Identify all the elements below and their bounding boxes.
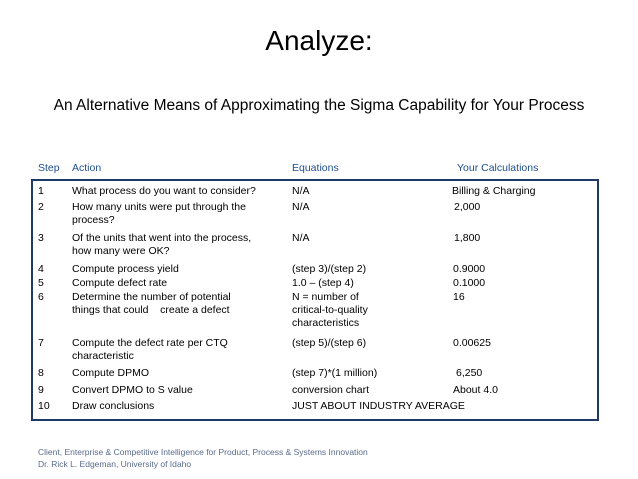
equation-text-line: critical-to-quality xyxy=(292,304,368,316)
calculation-value xyxy=(453,384,498,397)
equation-text xyxy=(292,337,366,350)
action-text-line: things that could create a defect xyxy=(72,304,230,316)
step-number xyxy=(38,263,44,276)
slide-title: Analyze: xyxy=(265,25,373,56)
equation-text-line: N/A xyxy=(292,232,310,244)
calculation-value-line: 1,800 xyxy=(454,232,481,244)
action-text xyxy=(72,337,228,363)
footer xyxy=(38,447,368,470)
equation-text xyxy=(292,263,366,276)
header-calculations: Your Calculations xyxy=(457,162,539,174)
action-text-line: how many were OK? xyxy=(72,245,170,257)
action-text-line: How many units were put through the xyxy=(72,201,246,213)
equation-text-line: characteristics xyxy=(292,317,360,329)
calculation-value xyxy=(456,367,482,380)
equation-text-line: JUST ABOUT INDUSTRY AVERAGE xyxy=(292,400,465,412)
step-number xyxy=(38,384,44,397)
header-step: Step xyxy=(38,162,60,174)
equation-text-line: conversion chart xyxy=(292,384,370,396)
slide-subtitle: An Alternative Means of Approximating the Sigma Capability for Your Process xyxy=(53,97,585,114)
equation-text xyxy=(292,232,310,245)
calculation-value xyxy=(452,185,535,198)
step-number-line: 5 xyxy=(38,277,44,289)
action-text-line: Of the units that went into the process, xyxy=(72,232,252,244)
action-text-line: Compute defect rate xyxy=(72,277,168,289)
calculation-value xyxy=(453,277,485,290)
calculation-value xyxy=(453,291,465,304)
calculation-value xyxy=(453,337,491,350)
step-number-line: 7 xyxy=(38,337,44,349)
step-number-line: 4 xyxy=(38,263,44,275)
action-text-line: characteristic xyxy=(72,350,134,362)
equation-text-line: N = number of xyxy=(292,291,359,303)
equation-text-line: 1.0 – (step 4) xyxy=(292,277,354,289)
action-text xyxy=(72,291,231,317)
header-action: Action xyxy=(72,162,102,174)
equation-text xyxy=(292,277,354,290)
action-text xyxy=(72,232,251,258)
equation-text xyxy=(292,384,369,397)
equation-text xyxy=(292,400,465,413)
action-text xyxy=(72,384,193,397)
action-text xyxy=(72,201,246,227)
equation-text xyxy=(292,291,368,330)
footer-line-1: Client, Enterprise & Competitive Intelligence for Product, Process & Systems Innovation xyxy=(38,447,368,457)
calculation-value xyxy=(453,263,485,276)
equation-text xyxy=(292,367,377,380)
calculation-value-line: Billing & Charging xyxy=(452,185,536,197)
action-text-line: process? xyxy=(72,214,115,226)
step-number xyxy=(38,232,44,245)
step-number xyxy=(38,337,44,350)
equation-text-line: N/A xyxy=(292,185,310,197)
calculation-value-line: 0.00625 xyxy=(453,337,491,349)
action-text-line: Compute process yield xyxy=(72,263,179,275)
calculation-value-line: 0.9000 xyxy=(453,263,486,275)
step-number-line: 3 xyxy=(38,232,44,244)
step-number-line: 8 xyxy=(38,367,44,379)
step-number xyxy=(38,201,44,214)
step-number-line: 10 xyxy=(38,400,50,412)
step-number xyxy=(38,185,44,198)
calculation-value-line: 16 xyxy=(453,291,465,303)
action-text-line: What process do you want to consider? xyxy=(72,185,256,197)
calculation-value xyxy=(454,232,480,245)
header-equations: Equations xyxy=(292,162,339,174)
step-number xyxy=(38,277,44,290)
step-number-line: 6 xyxy=(38,291,44,303)
step-number-line: 1 xyxy=(38,185,44,197)
calculation-value-line: 6,250 xyxy=(456,367,483,379)
action-text-line: Compute DPMO xyxy=(72,367,150,379)
footer-line-2: Dr. Rick L. Edgeman, University of Idaho xyxy=(38,458,192,469)
action-text xyxy=(72,367,149,380)
step-number xyxy=(38,400,50,413)
equation-text-line: N/A xyxy=(292,201,310,213)
step-number xyxy=(38,367,44,380)
equation-text xyxy=(292,201,310,214)
equation-text-line: (step 5)/(step 6) xyxy=(292,337,367,349)
calculation-value-line: 0.1000 xyxy=(453,277,486,289)
step-number-line: 9 xyxy=(38,384,44,396)
step-number xyxy=(38,291,44,304)
action-text-line: Convert DPMO to S value xyxy=(72,384,193,396)
action-text-line: Compute the defect rate per CTQ xyxy=(72,337,228,349)
step-number-line: 2 xyxy=(38,201,44,213)
calculation-value-line: 2,000 xyxy=(454,201,481,213)
action-text-line: Draw conclusions xyxy=(72,400,155,412)
equation-text xyxy=(292,185,310,198)
action-text-line: Determine the number of potential xyxy=(72,291,231,303)
calculation-value xyxy=(454,201,480,214)
equation-text-line: (step 7)*(1 million) xyxy=(292,367,378,379)
action-text xyxy=(72,185,256,198)
equation-text-line: (step 3)/(step 2) xyxy=(292,263,367,275)
action-text xyxy=(72,263,179,276)
action-text xyxy=(72,400,154,413)
action-text xyxy=(72,277,167,290)
calculation-value-line: About 4.0 xyxy=(453,384,498,396)
